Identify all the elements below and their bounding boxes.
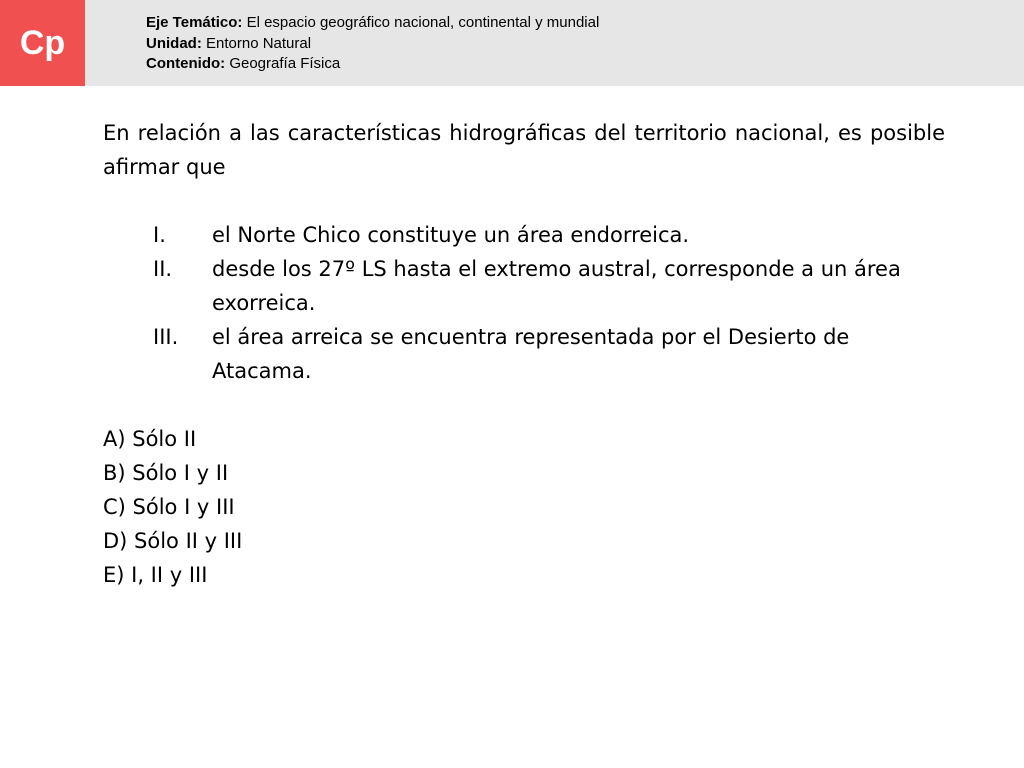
- question-content: [103, 116, 945, 592]
- logo-text: Cp: [19, 23, 66, 62]
- header-meta: [146, 13, 599, 75]
- statement-item: [103, 320, 945, 388]
- header-bar: [0, 0, 1024, 86]
- statement-text: el área arreica se encuentra representada por el Desierto de Atacama.: [212, 325, 850, 383]
- answer-option-d[interactable]: D) Sólo II y III: [103, 529, 243, 553]
- answer-option-a[interactable]: A) Sólo II: [103, 427, 197, 451]
- meta-value-unidad: Entorno Natural: [201, 34, 312, 52]
- statement-item: [103, 252, 945, 320]
- meta-label-eje: Eje Temático:: [146, 14, 243, 31]
- meta-line-contenido: [146, 54, 599, 75]
- question-text: En relación a las características hidrográficas del territorio nacional, es posible afirmar que: [103, 121, 945, 179]
- statement-item: [103, 218, 945, 252]
- statement-list: [103, 218, 945, 388]
- answer-options: [103, 422, 945, 592]
- statement-text: el Norte Chico constituye un área endorreica.: [212, 223, 690, 247]
- answer-option-e[interactable]: E) I, II y III: [103, 563, 208, 587]
- statement-text: desde los 27º LS hasta el extremo austral, corresponde a un área exorreica.: [212, 257, 901, 315]
- meta-value-eje: El espacio geográfico nacional, continental y mundial: [242, 14, 600, 31]
- answer-option-c[interactable]: C) Sólo I y III: [103, 495, 235, 519]
- meta-label-unidad: Unidad:: [146, 34, 202, 52]
- cp-logo: [0, 0, 85, 86]
- answer-option-b[interactable]: B) Sólo I y II: [103, 461, 229, 485]
- statement-number: I.: [153, 223, 166, 247]
- statement-number: III.: [153, 325, 179, 349]
- meta-label-contenido: Contenido:: [146, 55, 226, 72]
- meta-value-contenido: Geografía Física: [225, 55, 341, 72]
- meta-line-eje: [146, 13, 599, 34]
- meta-line-unidad: [146, 34, 599, 55]
- statement-number: II.: [153, 257, 173, 281]
